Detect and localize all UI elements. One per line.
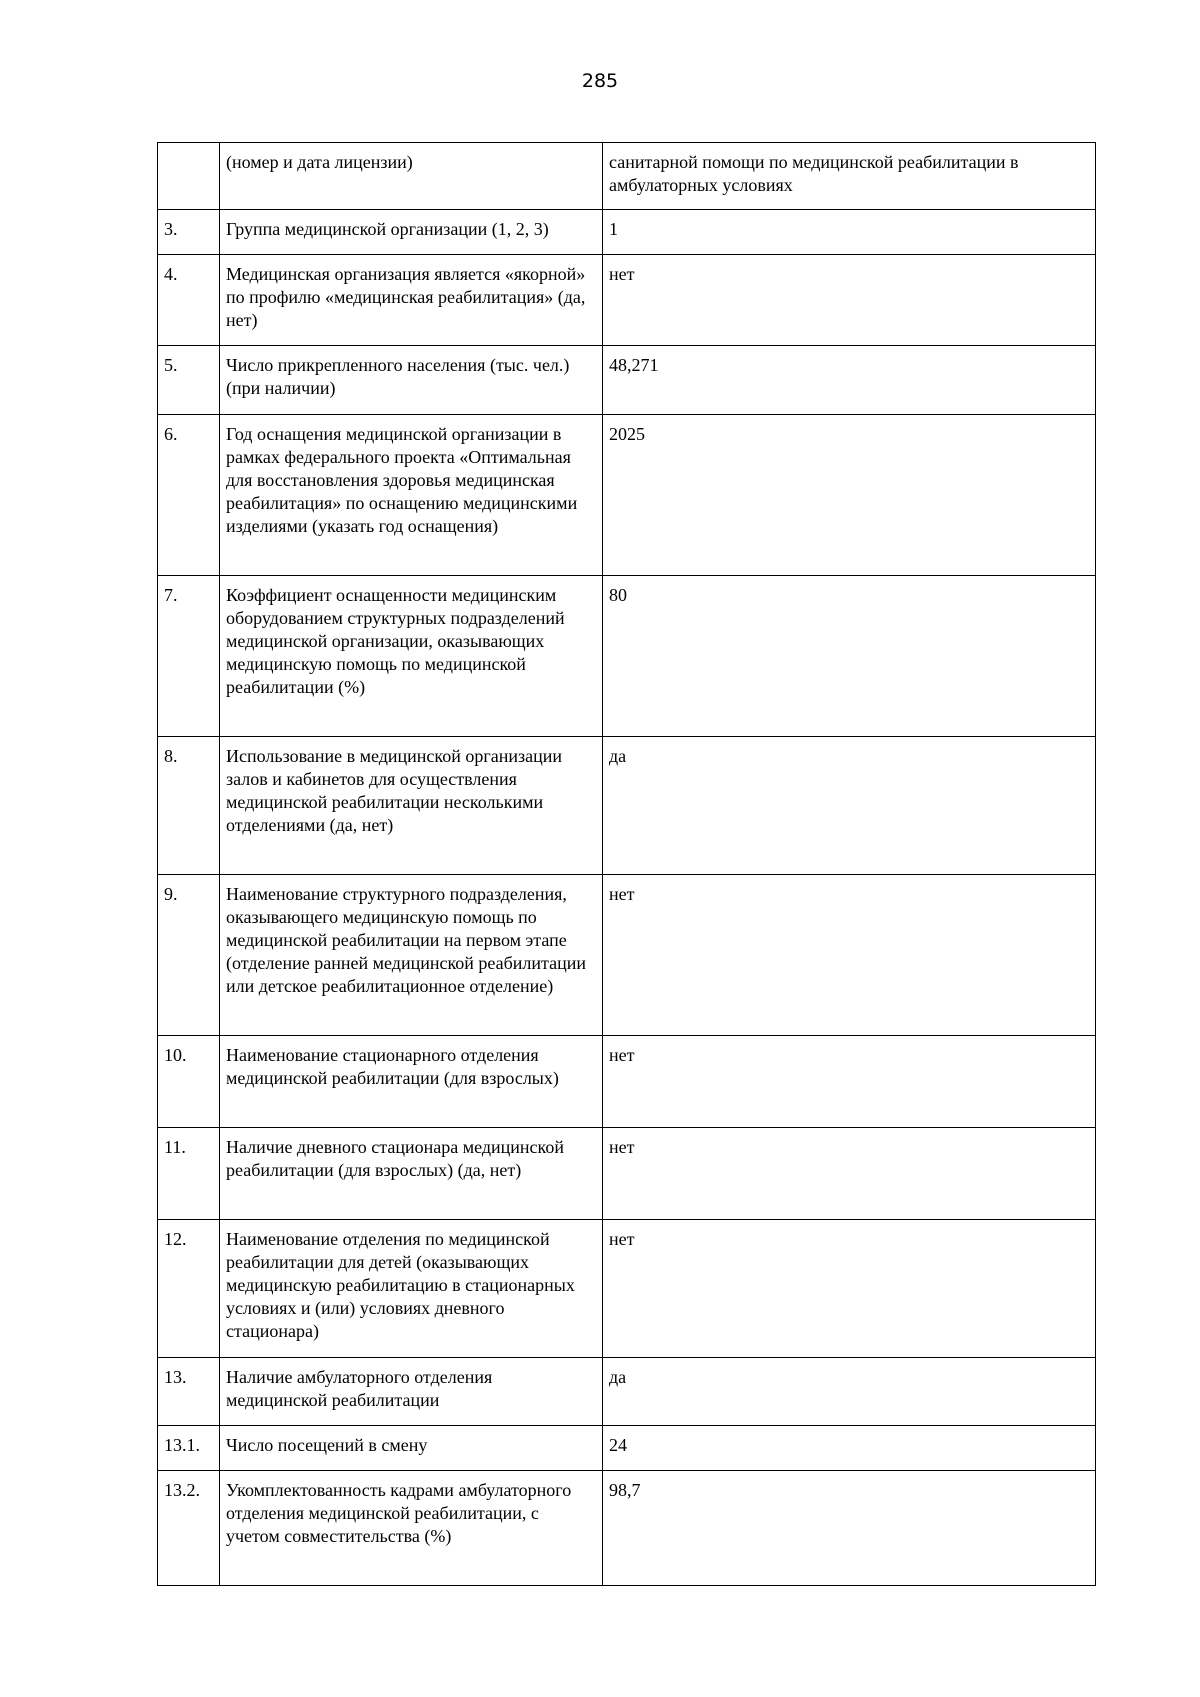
- row-name: Медицинская организация является «якорной» по профилю «медицинская реабилитация» (да, нет): [220, 255, 603, 346]
- table-row: [158, 415, 1096, 576]
- row-value: 80: [603, 576, 1096, 737]
- row-value: 2025: [603, 415, 1096, 576]
- table-row: [158, 1220, 1096, 1358]
- table-row: [158, 1128, 1096, 1220]
- row-name: (номер и дата лицензии): [220, 143, 603, 210]
- table-row: [158, 346, 1096, 415]
- row-value: да: [603, 1358, 1096, 1426]
- row-name: Наименование стационарного отделения медицинской реабилитации (для взрослых): [220, 1036, 603, 1128]
- row-number: 10.: [158, 1036, 220, 1128]
- row-name: Наличие дневного стационара медицинской реабилитации (для взрослых) (да, нет): [220, 1128, 603, 1220]
- row-name: Укомплектованность кадрами амбулаторного отделения медицинской реабилитации, с учетом совместительства (%): [220, 1471, 603, 1586]
- table-row: [158, 576, 1096, 737]
- row-value: 24: [603, 1426, 1096, 1471]
- row-number: [158, 143, 220, 210]
- table-row: [158, 1358, 1096, 1426]
- row-name: Год оснащения медицинской организации в рамках федерального проекта «Оптимальная для восстановления здоровья медицинская реабилитация» по оснащению медицинскими изделиями (указать год оснащения): [220, 415, 603, 576]
- row-number: 13.1.: [158, 1426, 220, 1471]
- table-row: [158, 210, 1096, 255]
- row-name: Коэффициент оснащенности медицинским оборудованием структурных подразделений медицинской организации, оказывающих медицинскую помощь по медицинской реабилитации (%): [220, 576, 603, 737]
- row-name: Использование в медицинской организации залов и кабинетов для осуществления медицинской реабилитации несколькими отделениями (да, нет): [220, 737, 603, 875]
- row-number: 12.: [158, 1220, 220, 1358]
- row-name: Число посещений в смену: [220, 1426, 603, 1471]
- row-number: 5.: [158, 346, 220, 415]
- row-number: 6.: [158, 415, 220, 576]
- row-name: Наличие амбулаторного отделения медицинской реабилитации: [220, 1358, 603, 1426]
- page-number: 285: [581, 70, 619, 92]
- row-value: нет: [603, 255, 1096, 346]
- row-number: 7.: [158, 576, 220, 737]
- row-number: 3.: [158, 210, 220, 255]
- row-value: да: [603, 737, 1096, 875]
- table-row: [158, 1036, 1096, 1128]
- row-number: 13.: [158, 1358, 220, 1426]
- row-value: нет: [603, 1220, 1096, 1358]
- row-number: 4.: [158, 255, 220, 346]
- row-number: 13.2.: [158, 1471, 220, 1586]
- row-number: 9.: [158, 875, 220, 1036]
- row-value: нет: [603, 875, 1096, 1036]
- table-row: [158, 875, 1096, 1036]
- row-number: 8.: [158, 737, 220, 875]
- row-name: Наименование структурного подразделения, оказывающего медицинскую помощь по медицинской реабилитации на первом этапе (отделение ранней медицинской реабилитации или детское реабилитационное отделение): [220, 875, 603, 1036]
- table-row: [158, 1426, 1096, 1471]
- row-value: 1: [603, 210, 1096, 255]
- row-name: Группа медицинской организации (1, 2, 3): [220, 210, 603, 255]
- table-row: [158, 143, 1096, 210]
- row-value: 48,271: [603, 346, 1096, 415]
- table-body: [158, 143, 1096, 1586]
- row-number: 11.: [158, 1128, 220, 1220]
- row-value: санитарной помощи по медицинской реабилитации в амбулаторных условиях: [603, 143, 1096, 210]
- table-row: [158, 737, 1096, 875]
- row-value: нет: [603, 1036, 1096, 1128]
- row-name: Число прикрепленного населения (тыс. чел.) (при наличии): [220, 346, 603, 415]
- table-row: [158, 255, 1096, 346]
- table-row: [158, 1471, 1096, 1586]
- row-value: нет: [603, 1128, 1096, 1220]
- row-name: Наименование отделения по медицинской реабилитации для детей (оказывающих медицинскую реабилитацию в стационарных условиях и (или) условиях дневного стационара): [220, 1220, 603, 1358]
- data-table: [157, 142, 1096, 1586]
- row-value: 98,7: [603, 1471, 1096, 1586]
